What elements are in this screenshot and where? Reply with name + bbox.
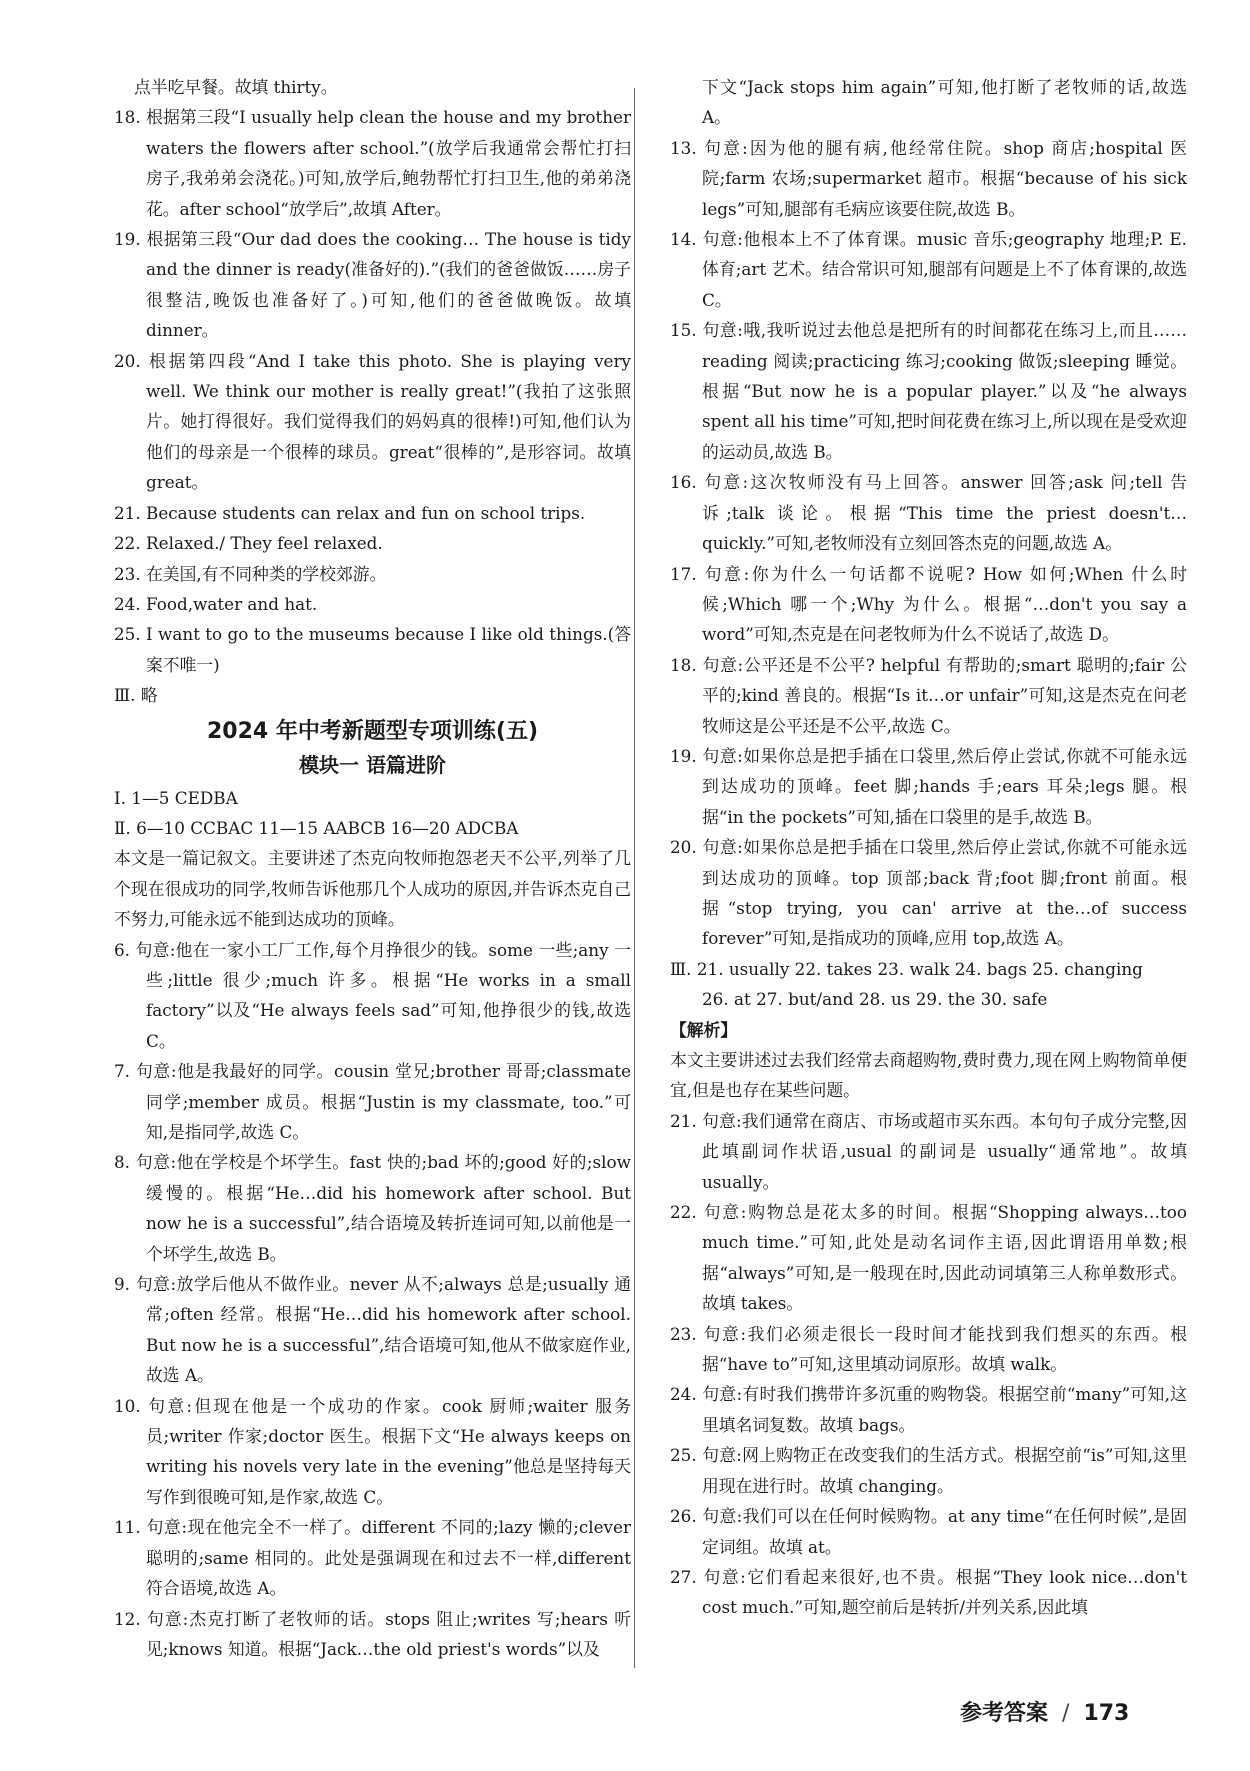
answer-item: 12. 句意:杰克打断了老牧师的话。stops 阻止;writes 写;hears 听见;knows 知道。根据“Jack…the old priest's words”以及 <box>114 1608 631 1659</box>
answer-item: 19. 句意:如果你总是把手插在口袋里,然后停止尝试,你就不可能永远到达成功的顶峰。feet 脚;hands 手;ears 耳朵;legs 腿。根据“in the pockets”可知,插在口袋里的是手,故选 B。 <box>670 745 1187 827</box>
answer-item: 24. 句意:有时我们携带许多沉重的购物袋。根据空前“many”可知,这里填名词复数。故填 bags。 <box>670 1384 1187 1435</box>
answer-item: 7. 句意:他是我最好的同学。cousin 堂兄;brother 哥哥;classmate 同学;member 成员。根据“Justin is my classmate, too.”可知,是指同学,故选 C。 <box>114 1061 631 1142</box>
answer-item: 26. 句意:我们可以在任何时候购物。at any time“在任何时候”,是固定词组。故填 at。 <box>670 1506 1187 1557</box>
answer-paragraph: 本文是一篇记叙文。主要讲述了杰克向牧师抱怨老天不公平,列举了几个现在很成功的同学,牧师告诉他那几个人成功的原因,并告诉杰克自己不努力,可能永远不能到达成功的顶峰。 <box>114 848 631 930</box>
section-subtitle: 模块一 语篇进阶 <box>299 752 446 777</box>
answer-item: 16. 句意:这次牧师没有马上回答。answer 回答;ask 问;tell 告诉;talk 谈论。根据“This time the priest doesn't…quickly.”可知,老牧师没有立刻回答杰克的问题,故选 A。 <box>670 472 1187 554</box>
analysis-heading: 【解析】 <box>670 1019 738 1040</box>
answer-item: 11. 句意:现在他完全不一样了。different 不同的;lazy 懒的;clever 聪明的;same 相同的。此处是强调现在和过去不一样,different 符合语境,故选 A。 <box>114 1517 631 1599</box>
answer-paragraph: 本文主要讲述过去我们经常去商超购物,费时费力,现在网上购物简单便宜,但是也存在某些问题。 <box>670 1050 1187 1101</box>
answer-item: 14. 句意:他根本上不了体育课。music 音乐;geography 地理;P. E. 体育;art 艺术。结合常识可知,腿部有问题是上不了体育课的,故选 C。 <box>670 229 1187 310</box>
footer-separator: / <box>1062 1701 1070 1726</box>
footer-label: 参考答案 <box>960 1701 1049 1726</box>
page-number: 173 <box>1083 1701 1130 1726</box>
answer-paragraph: Ⅰ. 1—5 CEDBA <box>114 787 238 808</box>
answer-item: 8. 句意:他在学校是个坏学生。fast 快的;bad 坏的;good 好的;slow 缓慢的。根据“He…did his homework after school. But now he is a successful”,结合语境及转折连词可知,以前他是一个坏学生,故选 B。 <box>114 1152 631 1264</box>
answer-item: 18. 根据第三段“I usually help clean the house and my brother waters the flowers after school.”(放学后我通常会帮忙打扫房子,我弟弟会浇花。)可知,放学后,鲍勃帮忙打扫卫生,他的弟弟浇花。after school“放学后”,故填 After。 <box>114 107 631 219</box>
column-divider <box>634 88 635 1668</box>
answer-item: 17. 句意:你为什么一句话都不说呢? How 如何;When 什么时候;Which 哪一个;Why 为什么。根据“…don't you say a word”可知,杰克是在问老牧师为什么不说话了,故选 D。 <box>670 563 1187 645</box>
answer-item: 6. 句意:他在一家小工厂工作,每个月挣很少的钱。some 一些;any 一些;little 很少;much 许多。根据“He works in a small factory”以及“He always feels sad”可知,他挣很少的钱,故选 C。 <box>114 939 631 1051</box>
answer-item: 21. 句意:我们通常在商店、市场或超市买东西。本句句子成分完整,因此填副词作状语,usual 的副词是 usually“通常地”。故填 usually。 <box>670 1110 1187 1192</box>
continued-paragraph: 26. at 27. but/and 28. us 29. the 30. safe <box>702 989 1048 1010</box>
answer-paragraph: Ⅱ. 6—10 CCBAC 11—15 AABCB 16—20 ADCBA <box>114 817 519 838</box>
continued-paragraph: 点半吃早餐。故填 thirty。 <box>134 77 338 97</box>
answer-item: 20. 句意:如果你总是把手插在口袋里,然后停止尝试,你就不可能永远到达成功的顶峰。top 顶部;back 背;foot 脚;front 前面。根据“stop trying, you can' arrive at the…of success forever”可知,是指成功的顶峰,应用 top,故选 A。 <box>670 837 1187 949</box>
continued-paragraph: 下文“Jack stops him again”可知,他打断了老牧师的话,故选 A。 <box>702 77 1187 128</box>
left-column <box>114 72 631 1664</box>
answer-item: 25. 句意:网上购物正在改变我们的生活方式。根据空前“is”可知,这里用现在进行时。故填 changing。 <box>670 1445 1187 1496</box>
answer-item: 21. Because students can relax and fun on school trips. <box>114 502 586 523</box>
answer-item: 23. 在美国,有不同种类的学校郊游。 <box>114 563 387 584</box>
answer-paragraph: Ⅲ. 略 <box>114 685 158 706</box>
answer-item: 10. 句意:但现在他是一个成功的作家。cook 厨师;waiter 服务员;writer 作家;doctor 医生。根据下文“He always keeps on writing his novels very late in the evening”他总是坚持每天写作到很晚可知,是作家,故选 C。 <box>114 1395 631 1507</box>
answer-item: 27. 句意:它们看起来很好,也不贵。根据“They look nice…don't cost much.”可知,题空前后是转折/并列关系,因此填 <box>670 1566 1187 1618</box>
answer-item: 22. 句意:购物总是花太多的时间。根据“Shopping always…too much time.”可知,此处是动名词作主语,因此谓语用单数;根据“always”可知,是一般现在时,因此动词填第三人称单数形式。故填 takes。 <box>670 1202 1187 1314</box>
answer-item: 9. 句意:放学后他从不做作业。never 从不;always 总是;usually 通常;often 经常。根据“He…did his homework after school. But now he is a successful”,结合语境可知,他从不做家庭作业,故选 A。 <box>114 1274 631 1386</box>
answer-item: 25. I want to go to the museums because I like old things.(答案不唯一) <box>114 624 631 675</box>
answer-item: 23. 句意:我们必须走很长一段时间才能找到我们想买的东西。根据“have to”可知,这里填动词原形。故填 walk。 <box>670 1323 1187 1375</box>
answer-item: 20. 根据第四段“And I take this photo. She is playing very well. We think our mother is really great!”(我拍了这张照片。她打得很好。我们觉得我们的妈妈真的很棒!)可知,他们认为他们的母亲是一个很棒的球员。great“很棒的”,是形容词。故填 great。 <box>114 350 631 493</box>
answer-item: 15. 句意:哦,我听说过去他总是把所有的时间都花在练习上,而且…… reading 阅读;practicing 练习;cooking 做饭;sleeping 睡觉。根据“But now he is a popular player.”以及“he always spent all his time”可知,把时间花费在练习上,所以现在是受欢迎的运动员,故选 B。 <box>670 320 1187 462</box>
answer-item: 22. Relaxed./ They feel relaxed. <box>114 533 383 554</box>
page-footer <box>960 1696 1129 1727</box>
right-column <box>670 72 1187 1623</box>
answer-item: Ⅲ. 21. usually 22. takes 23. walk 24. bags 25. changing <box>670 958 1143 979</box>
answer-item: 19. 根据第三段“Our dad does the cooking… The house is tidy and the dinner is ready(准备好的).”(我们的爸爸做饭……房子很整洁,晚饭也准备好了。)可知,他们的爸爸做晚饭。故填 dinner。 <box>114 229 631 341</box>
answer-item: 13. 句意:因为他的腿有病,他经常住院。shop 商店;hospital 医院;farm 农场;supermarket 超市。根据“because of his sick legs”可知,腿部有毛病应该要住院,故选 B。 <box>670 137 1187 219</box>
answer-item: 24. Food,water and hat. <box>114 593 318 614</box>
answer-item: 18. 句意:公平还是不公平? helpful 有帮助的;smart 聪明的;fair 公平的;kind 善良的。根据“Is it…or unfair”可知,这是杰克在问老牧师这是公平还是不公平,故选 C。 <box>670 654 1187 736</box>
section-title: 2024 年中考新题型专项训练(五) <box>207 718 538 744</box>
